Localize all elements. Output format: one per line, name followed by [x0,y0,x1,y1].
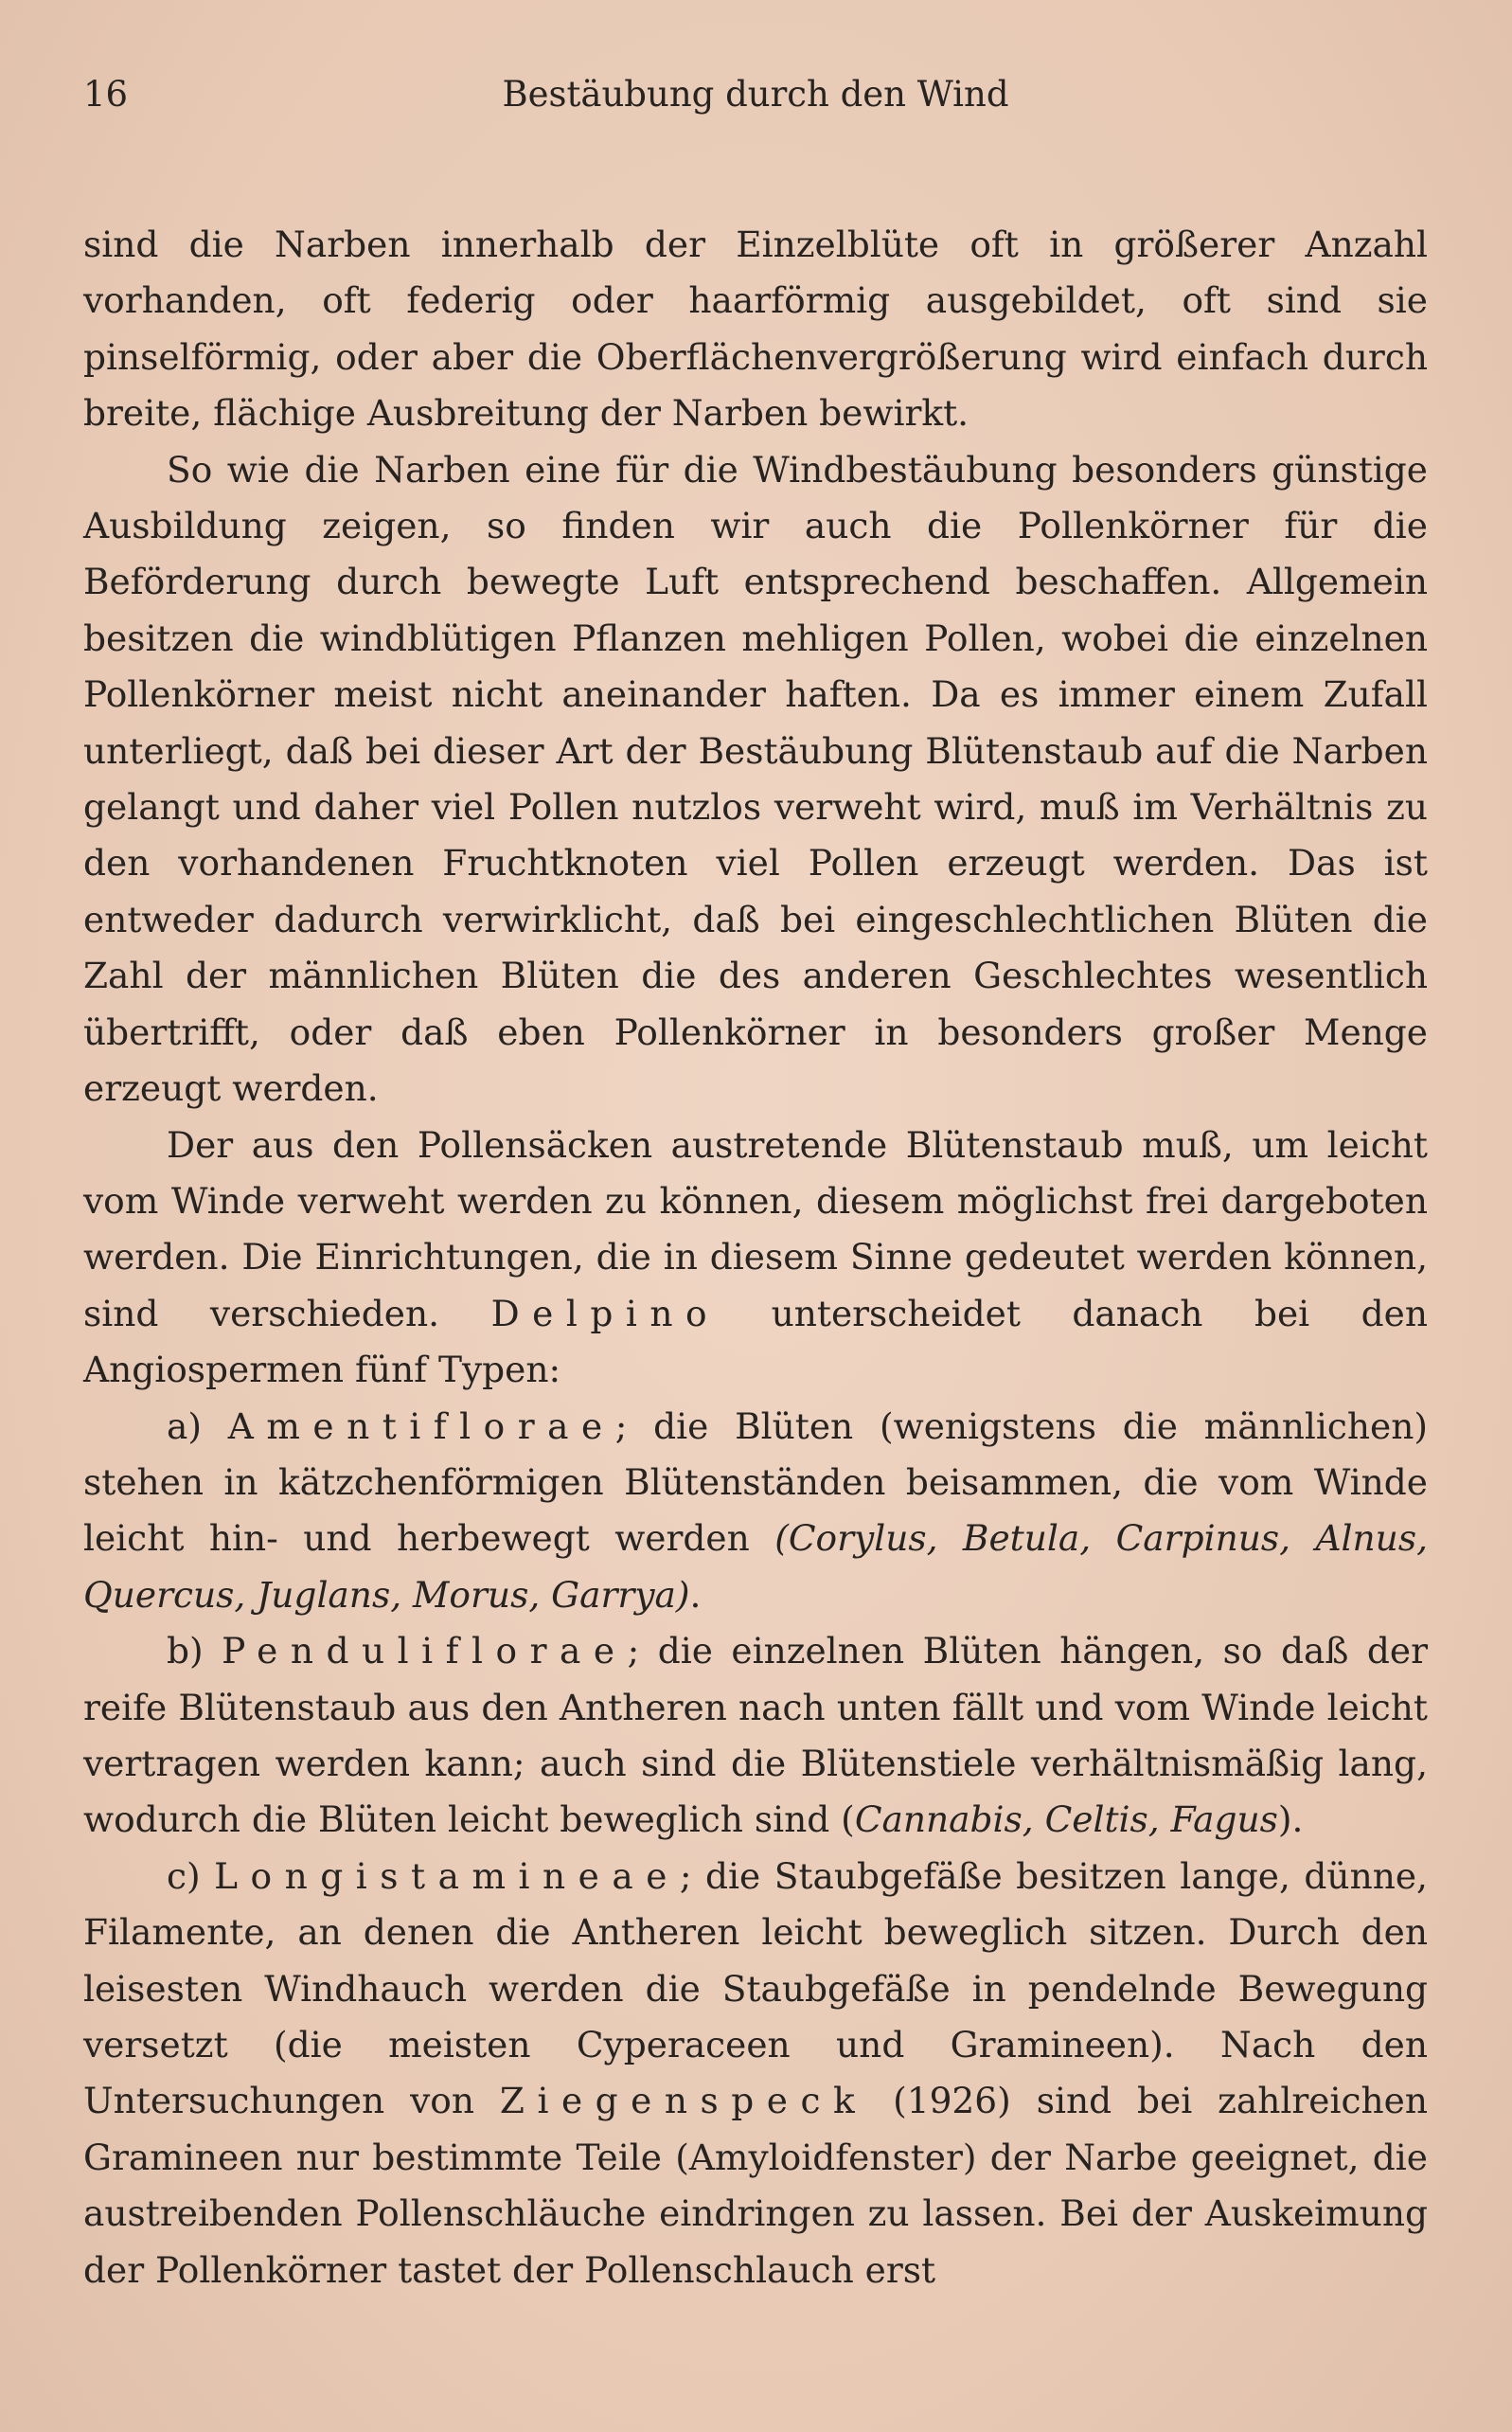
text-run: ). [1277,1798,1304,1841]
text-run: a) [167,1404,228,1447]
text-run: ; die Blüten (wenigstens die männlichen) stehen in kätzchenförmigen Blütenständen beisammen, die vom Winde leicht hin- und herbewegt werden [83,1404,1428,1560]
taxon-names: Cannabis, Celtis, Fagus [854,1798,1278,1841]
author-name: Amentiflorae [227,1404,615,1447]
text-run: (1926) sind bei zahlreichen Gramineen nur bestimmte Teile (Amyloidfenster) der Narbe geeignet, die austreibenden Pollenschläuche eindringen zu lassen. Bei der Auskeimung der Pollenkörner tastet der Pollenschlauch erst [83,2080,1428,2291]
taxon-names: (Corylus, Betula, Carpinus, Alnus, Quercus, Juglans, Morus, Garrya) [83,1517,1428,1616]
text-run: . [689,1573,702,1616]
author-name: Longistamineae [214,1854,680,1897]
text-run: c) [167,1854,215,1897]
author-name: Delpino [490,1292,720,1334]
author-name: Ziegenspeck [499,2080,868,2122]
page-header [83,66,1428,123]
paragraph [83,1399,1428,1624]
paragraph [83,1118,1428,1399]
page-number: 16 [83,74,129,115]
text-run: sind die Narben innerhalb der Einzelblüte oft in größerer Anzahl vorhanden, oft federig oder haarförmig ausgebildet, oft sind sie pinselförmig, oder aber die Oberflächenvergrößerung wird einfach durch breite, flächige Ausbreitung der Narben bewirkt. [83,224,1428,435]
text-run: So wie die Narben eine für die Windbestäubung besonders günstige Ausbildung zeigen, so finden wir auch die Pollenkörner für die Beförderung durch bewegte Luft entsprechend beschaffen. Allgemein besitzen die windblütigen Pflanzen mehligen Pollen, wobei die einzelnen Pollenkörner meist nicht aneinander haften. Da es immer einem Zufall unterliegt, daß bei dieser Art der Bestäubung Blütenstaub auf die Narben gelangt und daher viel Pollen nutzlos verweht wird, muß im Verhältnis zu den vorhandenen Fruchtknoten viel Pollen erzeugt werden. Das ist entweder dadurch verwirklicht, daß bei eingeschlechtlichen Blüten die Zahl der männlichen Blüten die des anderen Geschlechtes wesentlich übertrifft, oder daß eben Pollenkörner in besonders großer Menge erzeugt werden. [83,448,1428,1110]
text-run: b) [167,1630,222,1672]
book-page [83,66,1428,2298]
text-run: Der aus den Pollensäcken austretende Blütenstaub muß, um leicht vom Winde verweht werden zu können, diesem möglichst frei dargeboten werden. Die Einrichtungen, die in diesem Sinne gedeutet werden können, sind verschieden. [83,1123,1428,1334]
running-title: Bestäubung durch den Wind [502,74,1009,115]
text-run: ; die einzelnen Blüten hängen, so daß der reife Blütenstaub aus den Antheren nach unten fällt und vom Winde leicht vertragen werden kann; auch sind die Blütenstiele verhältnismäßig lang, wodurch die Blüten leicht beweglich sind ( [83,1630,1428,1841]
body-text [83,217,1428,2298]
text-run: ; die Staubgefäße besitzen lange, dünne, Filamente, an denen die Antheren leicht beweglich sitzen. Durch den leisesten Windhauch werden die Staubgefäße in pendelnde Bewegung versetzt (die meisten Cyperaceen und Gramineen). Nach den Untersuchungen von [83,1854,1428,2122]
paragraph [83,1849,1428,2298]
paragraph [83,217,1428,442]
paragraph [83,442,1428,1118]
author-name: Penduliflorae [222,1630,628,1672]
text-run: unterscheidet danach bei den Angiospermen fünf Typen: [83,1292,1428,1391]
paragraph [83,1623,1428,1849]
